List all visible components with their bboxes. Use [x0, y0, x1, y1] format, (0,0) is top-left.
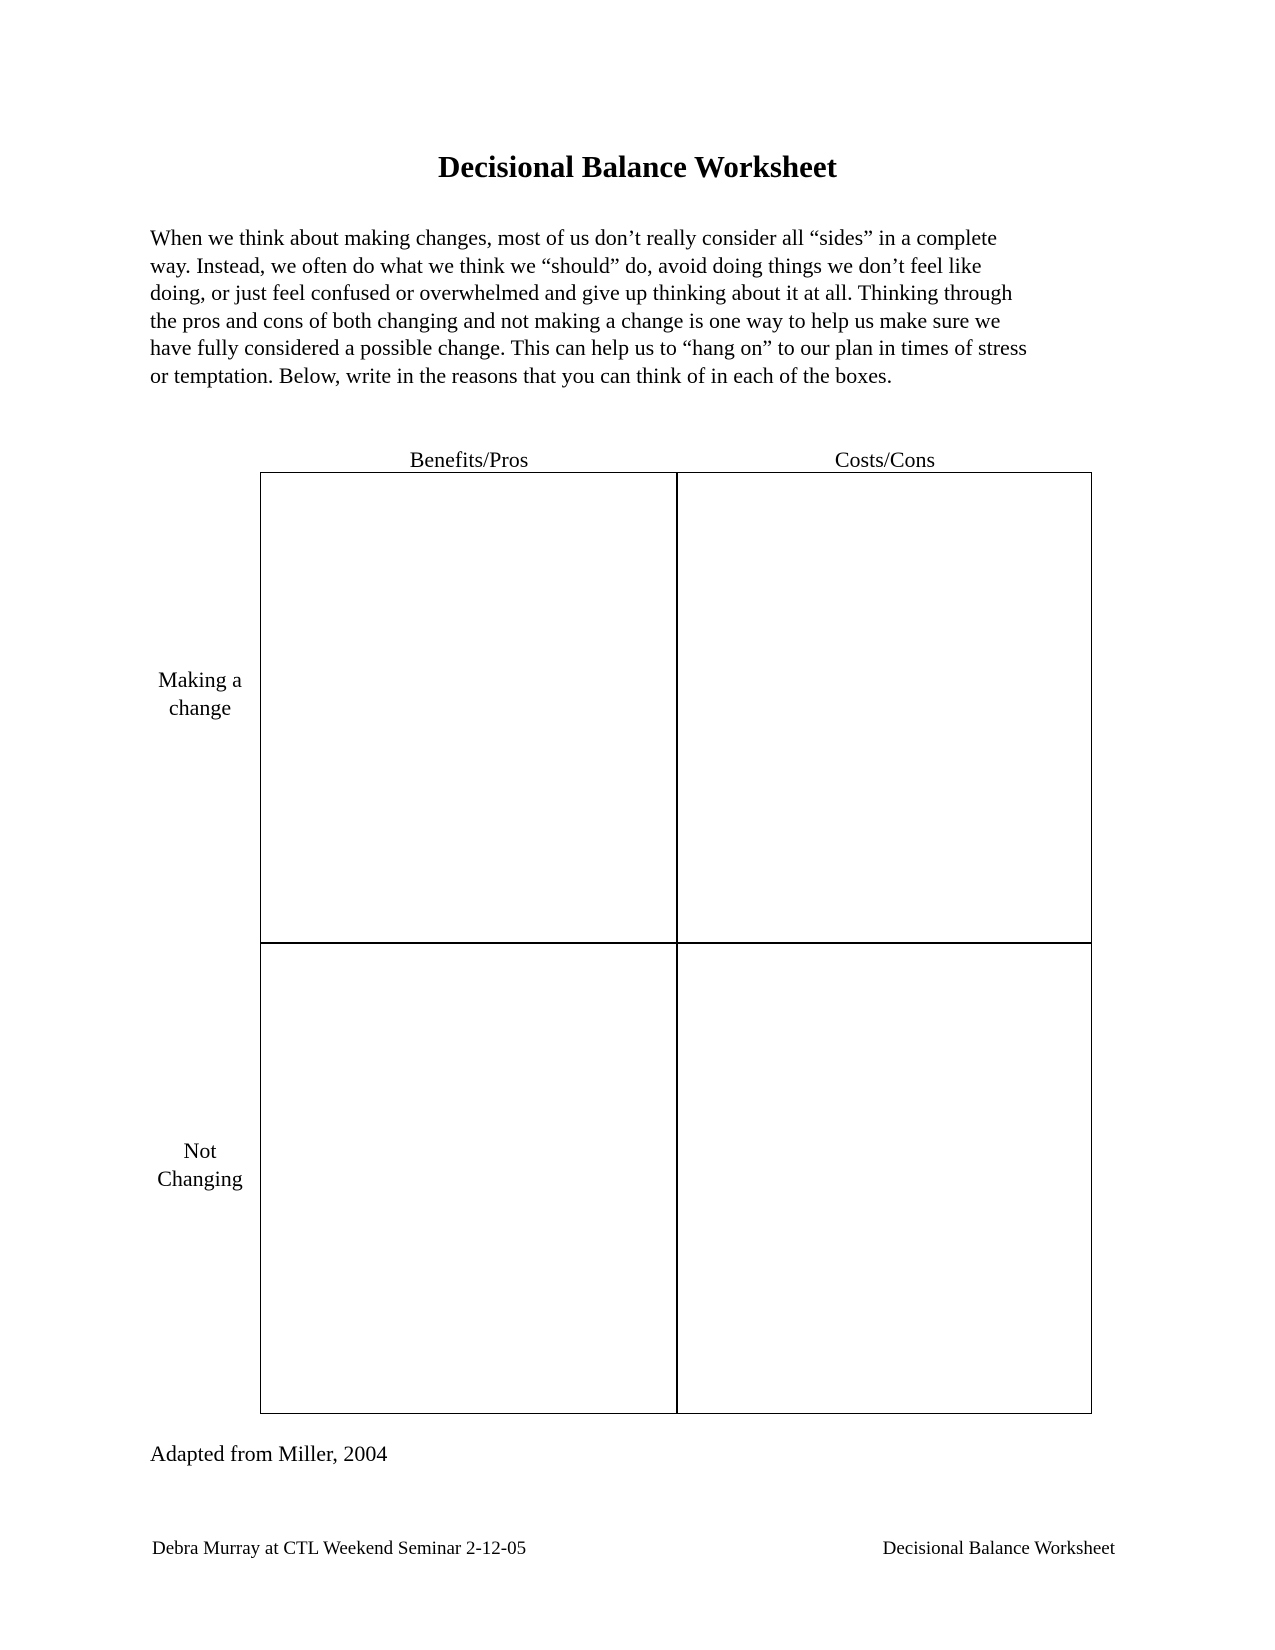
cell-making-change-cons[interactable] — [677, 473, 1090, 942]
source-note: Adapted from Miller, 2004 — [150, 1441, 388, 1466]
intro-line: When we think about making changes, most of us don’t really consider all “sides” in a complete — [150, 225, 997, 250]
intro-line: or temptation. Below, write in the reasons that you can think of in each of the boxes. — [150, 362, 893, 388]
intro-line: the pros and cons of both changing and not making a change is one way to help us make sure we — [150, 307, 1001, 333]
row-label-line: Changing — [157, 1166, 243, 1191]
row-label-not-changing — [145, 1137, 255, 1193]
footer-author: Debra Murray at CTL Weekend Seminar 2-12-05 — [152, 1538, 527, 1559]
row-label-line: Not — [183, 1138, 217, 1163]
footer-doc-title: Decisional Balance Worksheet — [882, 1538, 1115, 1559]
row-label-making-a-change — [145, 666, 255, 722]
row-label-line: Making a — [158, 667, 242, 692]
grid-horizontal-divider — [261, 942, 1091, 944]
column-header-benefits-pros: Benefits/Pros — [409, 447, 529, 472]
row-label-line: change — [168, 695, 232, 720]
intro-line: doing, or just feel confused or overwhelmed and give up thinking about it at all. Thinking through — [150, 280, 1013, 305]
intro-paragraph — [150, 224, 1135, 389]
decisional-balance-grid — [260, 472, 1092, 1414]
intro-line: way. Instead, we often do what we think we “should” do, avoid doing things we don’t feel like — [150, 252, 982, 278]
column-header-costs-cons: Costs/Cons — [834, 447, 936, 472]
cell-not-changing-pros[interactable] — [261, 943, 676, 1412]
cell-making-change-pros[interactable] — [261, 473, 676, 942]
page-title: Decisional Balance Worksheet — [438, 149, 837, 184]
cell-not-changing-cons[interactable] — [677, 943, 1090, 1412]
intro-line: have fully considered a possible change. This can help us to “hang on” to our plan in times of stress — [150, 335, 1027, 360]
